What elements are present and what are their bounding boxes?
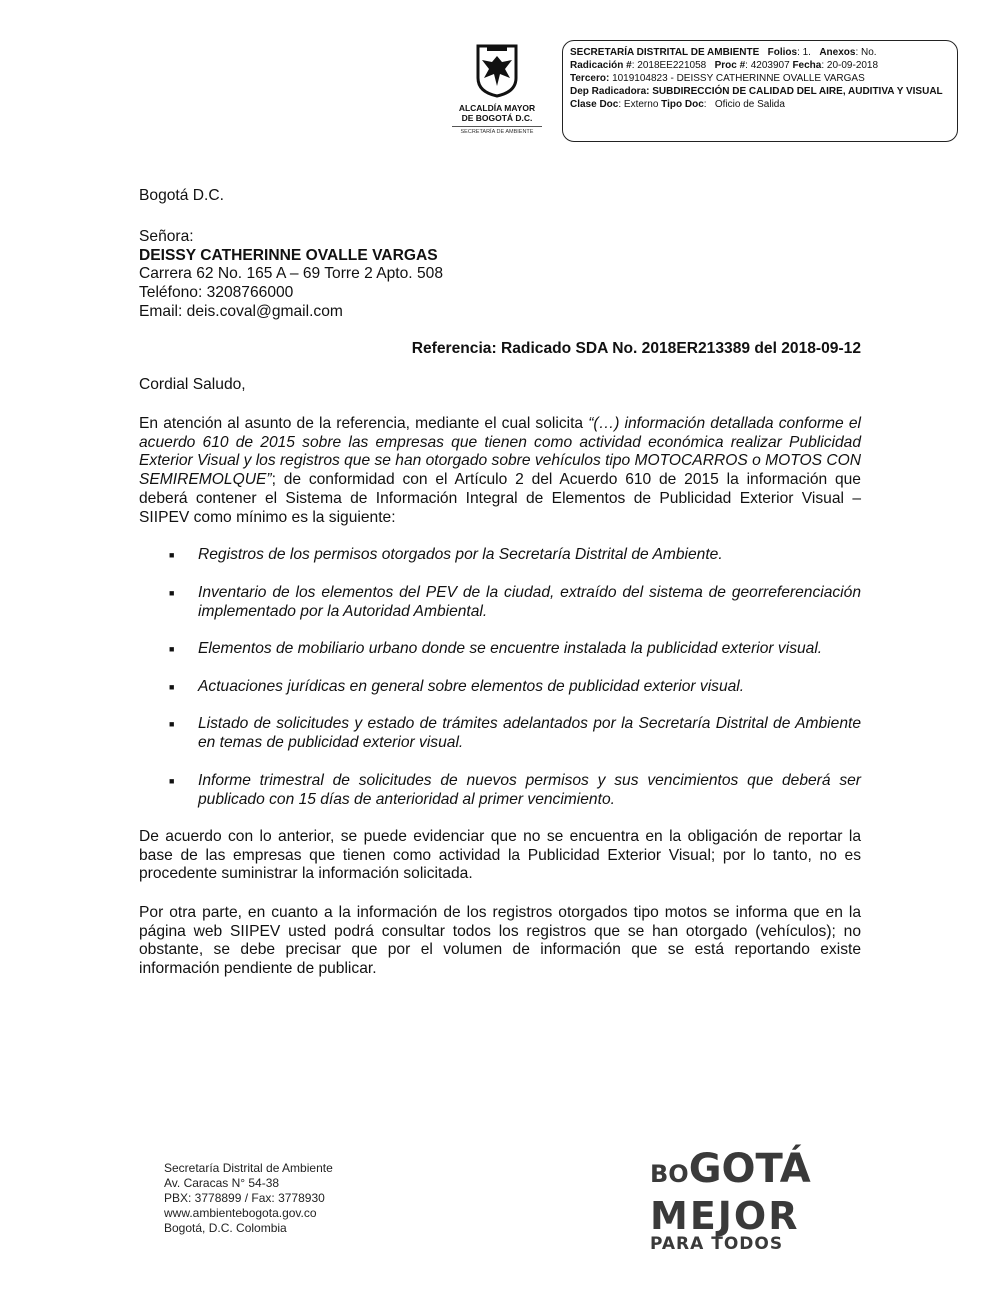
clase-value: Externo bbox=[623, 99, 659, 110]
bullet-square-icon: ■ bbox=[169, 719, 175, 729]
paragraph-3: Por otra parte, en cuanto a la información de los registros otorgados tipo motos se informa que en la página web SIIPEV usted podrá consultar todos los registros que se han otorgado (vehículos); no obstante, se debe precisar que por el volumen de información que se está reportando existe información pendiente de publicar. bbox=[139, 904, 861, 978]
list-item-text: Elementos de mobiliario urbano donde se encuentre instalada la publicidad exterior visual. bbox=[198, 640, 823, 657]
radicacion-label: Radicación # bbox=[570, 60, 632, 71]
list-item bbox=[139, 678, 861, 697]
coat-of-arms-icon bbox=[474, 42, 520, 98]
alcaldia-logo bbox=[452, 42, 542, 135]
clase-label: Clase Doc bbox=[570, 99, 619, 110]
footer-contact bbox=[164, 1161, 333, 1236]
brand-bo: BO bbox=[650, 1160, 689, 1188]
anexos-value: No. bbox=[861, 47, 877, 58]
paragraph-2: De acuerdo con lo anterior, se puede evidenciar que no se encuentra en la obligación de reportar la base de las empresas que tienen como actividad la Publicidad Exterior Visual; por lo tanto, no es procedente suministrar la información solicitada. bbox=[139, 828, 861, 883]
list-item bbox=[139, 546, 861, 565]
recipient-email: Email: deis.coval@gmail.com bbox=[139, 302, 343, 320]
brand-gota: GOTÁ bbox=[688, 1146, 811, 1192]
para1-rest: ; de conformidad con el Artículo 2 del Acuerdo 610 de 2015 la información que deberá contener el Sistema de Información Integral de Elementos de Publicidad Exterior Visual – SIIPEV como mínimo es la siguiente: bbox=[139, 471, 861, 526]
list-item bbox=[139, 640, 861, 659]
folios-label: Folios bbox=[767, 47, 798, 58]
city-line: Bogotá D.C. bbox=[139, 187, 224, 204]
list-item-text: Informe trimestral de solicitudes de nuevos permisos y sus vencimientos que deberá ser publicado con 15 días de anterioridad al primer vencimiento. bbox=[198, 772, 861, 808]
logo-line3: SECRETARÍA DE AMBIENTE bbox=[452, 126, 542, 135]
greeting: Cordial Saludo, bbox=[139, 376, 246, 393]
stamp-entity: SECRETARÍA DISTRITAL DE AMBIENTE bbox=[570, 47, 760, 58]
list-item-text: Inventario de los elementos del PEV de la ciudad, extraído del sistema de georreferenciación implementado por la Autoridad Ambiental. bbox=[198, 584, 861, 620]
bogota-mejor-logo bbox=[650, 1148, 840, 1254]
brand-para-todos: PARA TODOS bbox=[650, 1234, 784, 1254]
dep-label: Dep Radicadora: bbox=[570, 86, 650, 97]
bullet-square-icon: ■ bbox=[169, 682, 175, 692]
list-item-text: Actuaciones jurídicas en general sobre elementos de publicidad exterior visual. bbox=[198, 678, 745, 695]
footer-phone: PBX: 3778899 / Fax: 3778930 bbox=[164, 1191, 325, 1205]
footer-address: Av. Caracas N° 54-38 bbox=[164, 1176, 280, 1190]
tercero-value: 1019104823 - DEISSY CATHERINNE OVALLE VARGAS bbox=[612, 73, 865, 84]
footer-entity: Secretaría Distrital de Ambiente bbox=[164, 1161, 333, 1175]
recipient-address: Carrera 62 No. 165 A – 69 Torre 2 Apto. 508 bbox=[139, 265, 443, 283]
footer-website[interactable]: www.ambientebogota.gov.co bbox=[164, 1206, 317, 1220]
brand-mejor: MEJOR bbox=[650, 1194, 800, 1238]
recipient-phone: Teléfono: 3208766000 bbox=[139, 284, 294, 302]
footer-city: Bogotá, D.C. Colombia bbox=[164, 1221, 287, 1235]
para1-quote: “(…) información detallada conforme el acuerdo 610 de 2015 sobre las empresas que tienen como actividad económica realizar Publicidad Exterior Visual y los registros que se han otorgado sobre vehículos tipo MOTOCARROS o MOTOS CON SEMIREMOLQUE” bbox=[139, 415, 861, 489]
logo-line2: DE BOGOTÁ D.C. bbox=[461, 113, 533, 123]
proc-label: Proc # bbox=[714, 60, 746, 71]
fecha-value: 20-09-2018 bbox=[826, 60, 879, 71]
bullet-square-icon: ■ bbox=[169, 588, 175, 598]
recipient-name: DEISSY CATHERINNE OVALLE VARGAS bbox=[139, 246, 438, 264]
bullet-square-icon: ■ bbox=[169, 550, 175, 560]
list-item-text: Registros de los permisos otorgados por la Secretaría Distrital de Ambiente. bbox=[198, 546, 723, 563]
reference-line: Referencia: Radicado SDA No. 2018ER213389 del 2018-09-12 bbox=[411, 340, 861, 357]
para1-intro: En atención al asunto de la referencia, mediante el cual solicita bbox=[139, 415, 589, 432]
list-item bbox=[139, 715, 861, 752]
list-item-text: Listado de solicitudes y estado de trámites adelantados por la Secretaría Distrital de Ambiente en temas de publicidad exterior visual. bbox=[198, 715, 861, 751]
list-item bbox=[139, 772, 861, 809]
bullet-square-icon: ■ bbox=[169, 776, 175, 786]
logo-line1: ALCALDÍA MAYOR bbox=[458, 103, 536, 113]
tercero-label: Tercero: bbox=[570, 73, 610, 84]
radicacion-value: 2018EE221058 bbox=[637, 60, 707, 71]
paragraph-1 bbox=[139, 415, 861, 527]
salutation-title: Señora: bbox=[139, 228, 194, 245]
recipient-block bbox=[139, 228, 443, 322]
proc-value: 4203907 bbox=[750, 60, 790, 71]
list-item bbox=[139, 584, 861, 621]
folios-value: 1. bbox=[802, 47, 811, 58]
fecha-label: Fecha bbox=[792, 60, 822, 71]
tipo-value: Oficio de Salida bbox=[714, 99, 785, 110]
bullet-square-icon: ■ bbox=[169, 644, 175, 654]
dep-value: SUBDIRECCIÓN DE CALIDAD DEL AIRE, AUDITIVA Y VISUAL bbox=[652, 86, 943, 97]
tipo-label: Tipo Doc bbox=[661, 99, 704, 110]
filing-stamp: SECRETARÍA DISTRITAL DE AMBIENTE Folios: 1. Anexos: No. Radicación #: 2018EE221058 Proc #: 4203907 Fecha: 20-09-2018 Tercero: 1019104823 - DEISSY CATHERINNE OVALLE VARGAS Dep Radicadora: SUBDIRECCIÓN DE CALIDAD DEL AIRE, AUDITIVA Y VISUAL Clase Doc: Externo Tipo Doc: Oficio de Salida bbox=[562, 40, 958, 142]
anexos-label: Anexos bbox=[819, 47, 856, 58]
